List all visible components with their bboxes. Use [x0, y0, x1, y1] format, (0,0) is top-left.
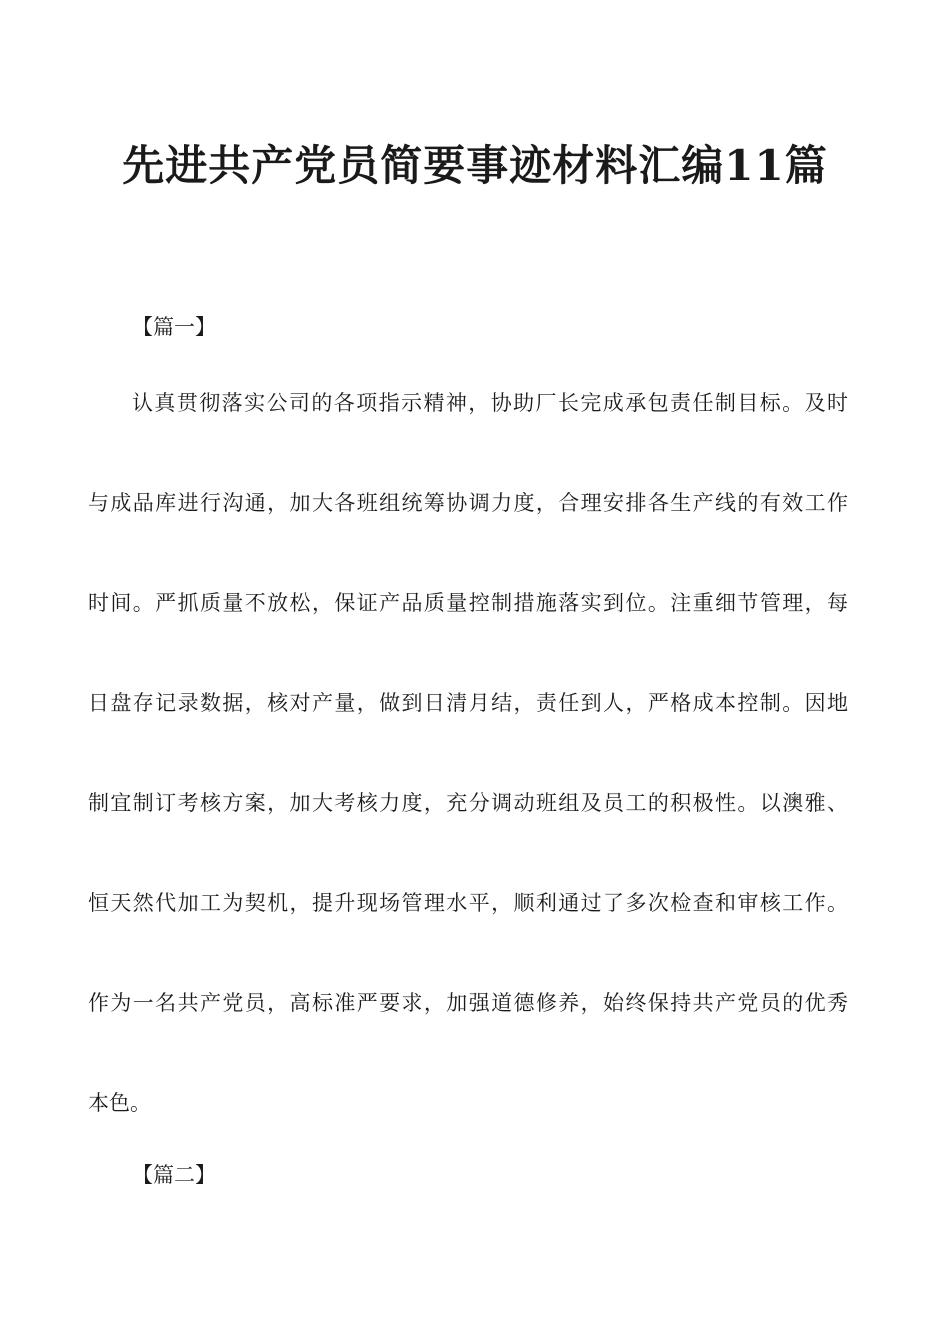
section-heading-1: 【篇一】: [132, 315, 216, 339]
paragraph-line: 日盘存记录数据，核对产量，做到日清月结，责任到人，严格成本控制。因地: [88, 691, 848, 715]
paragraph-line: 与成品库进行沟通，加大各班组统筹协调力度，合理安排各生产线的有效工作: [88, 491, 848, 515]
paragraph-line: 制宜制订考核方案，加大考核力度，充分调动班组及员工的积极性。以澳雅、: [88, 791, 848, 815]
paragraph-line: 作为一名共产党员，高标准严要求，加强道德修养，始终保持共产党员的优秀: [88, 991, 848, 1015]
section-heading-2: 【篇二】: [132, 1163, 216, 1187]
paragraph-line: 本色。: [88, 1091, 151, 1115]
paragraph-line: 恒天然代加工为契机，提升现场管理水平，顺利通过了多次检查和审核工作。: [88, 891, 848, 915]
paragraph-line: 认真贯彻落实公司的各项指示精神，协助厂长完成承包责任制目标。及时: [132, 391, 848, 415]
document-title: 先进共产党员简要事迹材料汇编11篇: [122, 141, 828, 190]
paragraph-line: 时间。严抓质量不放松，保证产品质量控制措施落实到位。注重细节管理，每: [88, 591, 848, 615]
